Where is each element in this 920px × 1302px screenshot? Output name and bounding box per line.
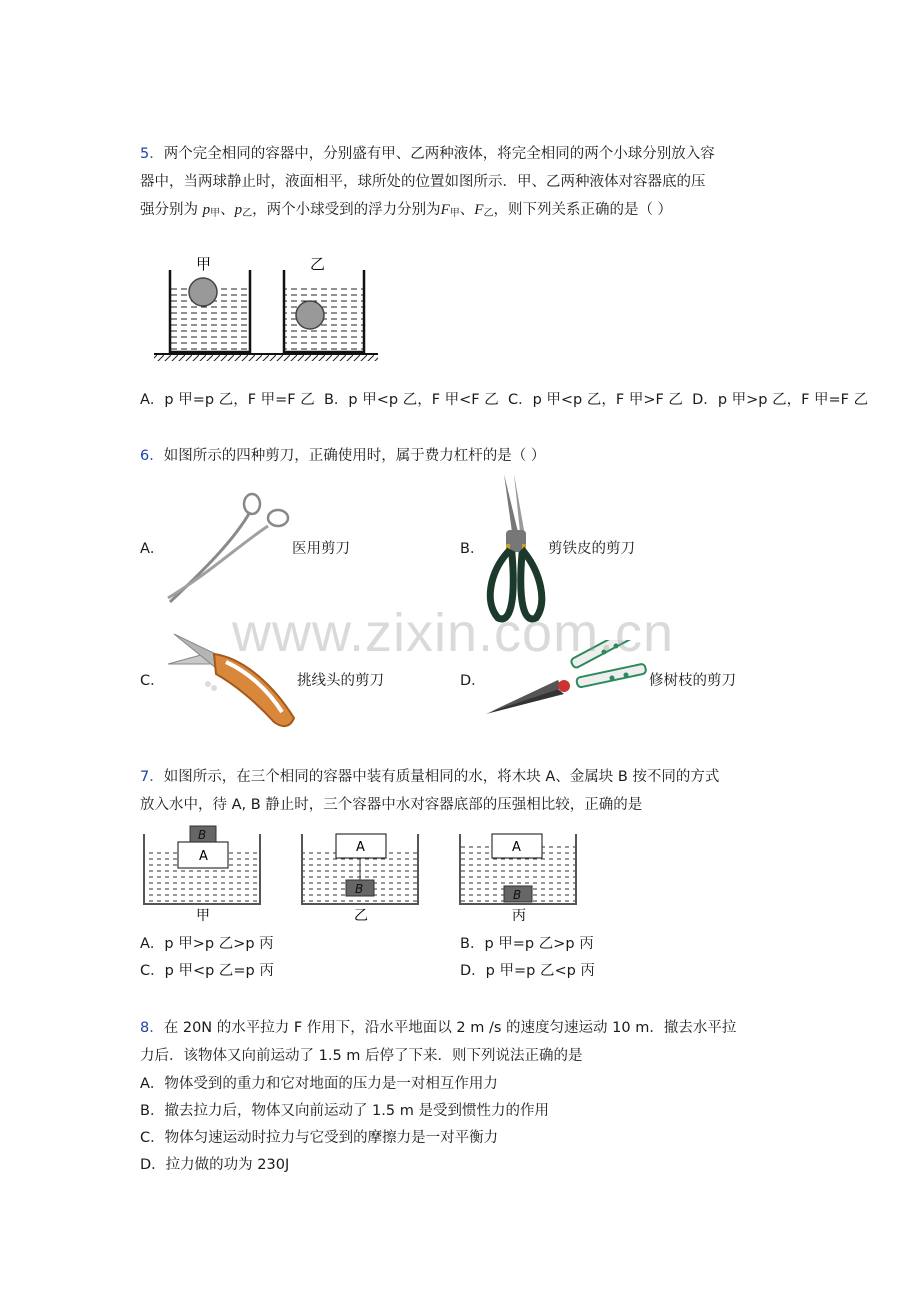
q6-option-a-caption: 医用剪刀	[292, 541, 350, 557]
q6-line-1: 6．如图所示的四种剪刀，正确使用时，属于费力杠杆的是（ ）	[140, 448, 546, 464]
q5-line-3: 强分别为 $p_甲$、$p_乙$，两个小球受到的浮力分别为$F_甲$、$F_乙$，则下列关系正确的是（ ）	[140, 202, 673, 219]
q7-three-containers-figure	[140, 820, 580, 928]
q7-option-a[interactable]: A．p 甲>p 乙>p 丙	[140, 936, 274, 952]
q5-option-a[interactable]: A．p 甲=p 乙，F 甲=F 乙	[140, 392, 315, 408]
block-a-bing-label: A	[512, 840, 521, 855]
block-b-yi-label: B	[355, 882, 364, 896]
q8-option-c[interactable]: C．物体匀速运动时拉力与它受到的摩擦力是一对平衡力	[140, 1130, 499, 1146]
watermark: www.zixin.com.cn	[232, 603, 675, 663]
block-b-jia-label: B	[198, 828, 207, 842]
q6-option-c-letter[interactable]: C．	[140, 673, 165, 689]
q6-option-d-caption: 修树枝的剪刀	[649, 673, 736, 689]
q7-option-b[interactable]: B．p 甲=p 乙>p 丙	[460, 936, 594, 952]
ball-jia	[189, 278, 217, 306]
q7-option-d[interactable]: D．p 甲=p 乙<p 丙	[460, 963, 595, 979]
block-a-yi-label: A	[356, 840, 365, 855]
q8-option-a[interactable]: A．物体受到的重力和它对地面的压力是一对相互作用力	[140, 1076, 498, 1092]
q8-line-1: 8．在 20N 的水平拉力 F 作用下，沿水平地面以 2 m /s 的速度匀速运动 10 m．撤去水平拉	[140, 1020, 737, 1036]
label-jia: 甲	[196, 908, 210, 924]
q7-number: 7．	[140, 769, 164, 785]
q5-option-c[interactable]: C．p 甲<p 乙，F 甲>F 乙	[507, 392, 683, 408]
q5-line-1: 5．两个完全相同的容器中，分别盛有甲、乙两种液体，将完全相同的两个小球分别放入容	[140, 146, 715, 162]
q8-line-2: 力后．该物体又向前运动了 1.5 m 后停了下来．则下列说法正确的是	[140, 1048, 583, 1064]
ball-yi	[296, 301, 324, 329]
ground-hatch	[154, 355, 378, 361]
medical-scissors-image	[164, 490, 294, 606]
block-b-bing-label: B	[513, 888, 522, 902]
q5-options	[140, 390, 868, 410]
label-jia: 甲	[196, 255, 212, 273]
q6-option-d-letter[interactable]: D．	[460, 673, 486, 689]
q6-option-b-letter[interactable]: B．	[460, 541, 485, 557]
q8-number: 8．	[140, 1020, 164, 1036]
q5-line-2: 器中，当两球静止时，液面相平，球所处的位置如图所示．甲、乙两种液体对容器底的压	[140, 174, 706, 190]
q8-option-d[interactable]: D．拉力做的功为 230J	[140, 1157, 290, 1173]
block-a-jia-label: A	[199, 849, 208, 864]
q8-option-b[interactable]: B．撤去拉力后，物体又向前运动了 1.5 m 是受到惯性力的作用	[140, 1103, 549, 1119]
q7-line-2: 放入水中，待 A, B 静止时，三个容器中水对容器底部的压强相比较，正确的是	[140, 797, 643, 813]
q6-option-c-caption: 挑线头的剪刀	[297, 673, 384, 689]
q6-option-b-caption: 剪铁皮的剪刀	[548, 541, 635, 557]
q5-number: 5．	[140, 146, 164, 162]
q5-option-d[interactable]: D．p 甲>p 乙，F 甲=F 乙	[692, 392, 869, 408]
label-yi: 乙	[310, 255, 326, 273]
q5-two-containers-figure	[150, 250, 382, 364]
q6-number: 6．	[140, 448, 164, 464]
q6-option-a-letter[interactable]: A．	[140, 541, 165, 557]
q5-option-b[interactable]: B．p 甲<p 乙，F 甲<F 乙	[323, 392, 499, 408]
q7-line-1: 7．如图所示，在三个相同的容器中装有质量相同的水，将木块 A、金属块 B 按不同的方式	[140, 769, 720, 785]
label-yi: 乙	[354, 908, 368, 924]
label-bing: 丙	[512, 908, 526, 924]
q7-option-c[interactable]: C．p 甲<p 乙=p 丙	[140, 963, 274, 979]
